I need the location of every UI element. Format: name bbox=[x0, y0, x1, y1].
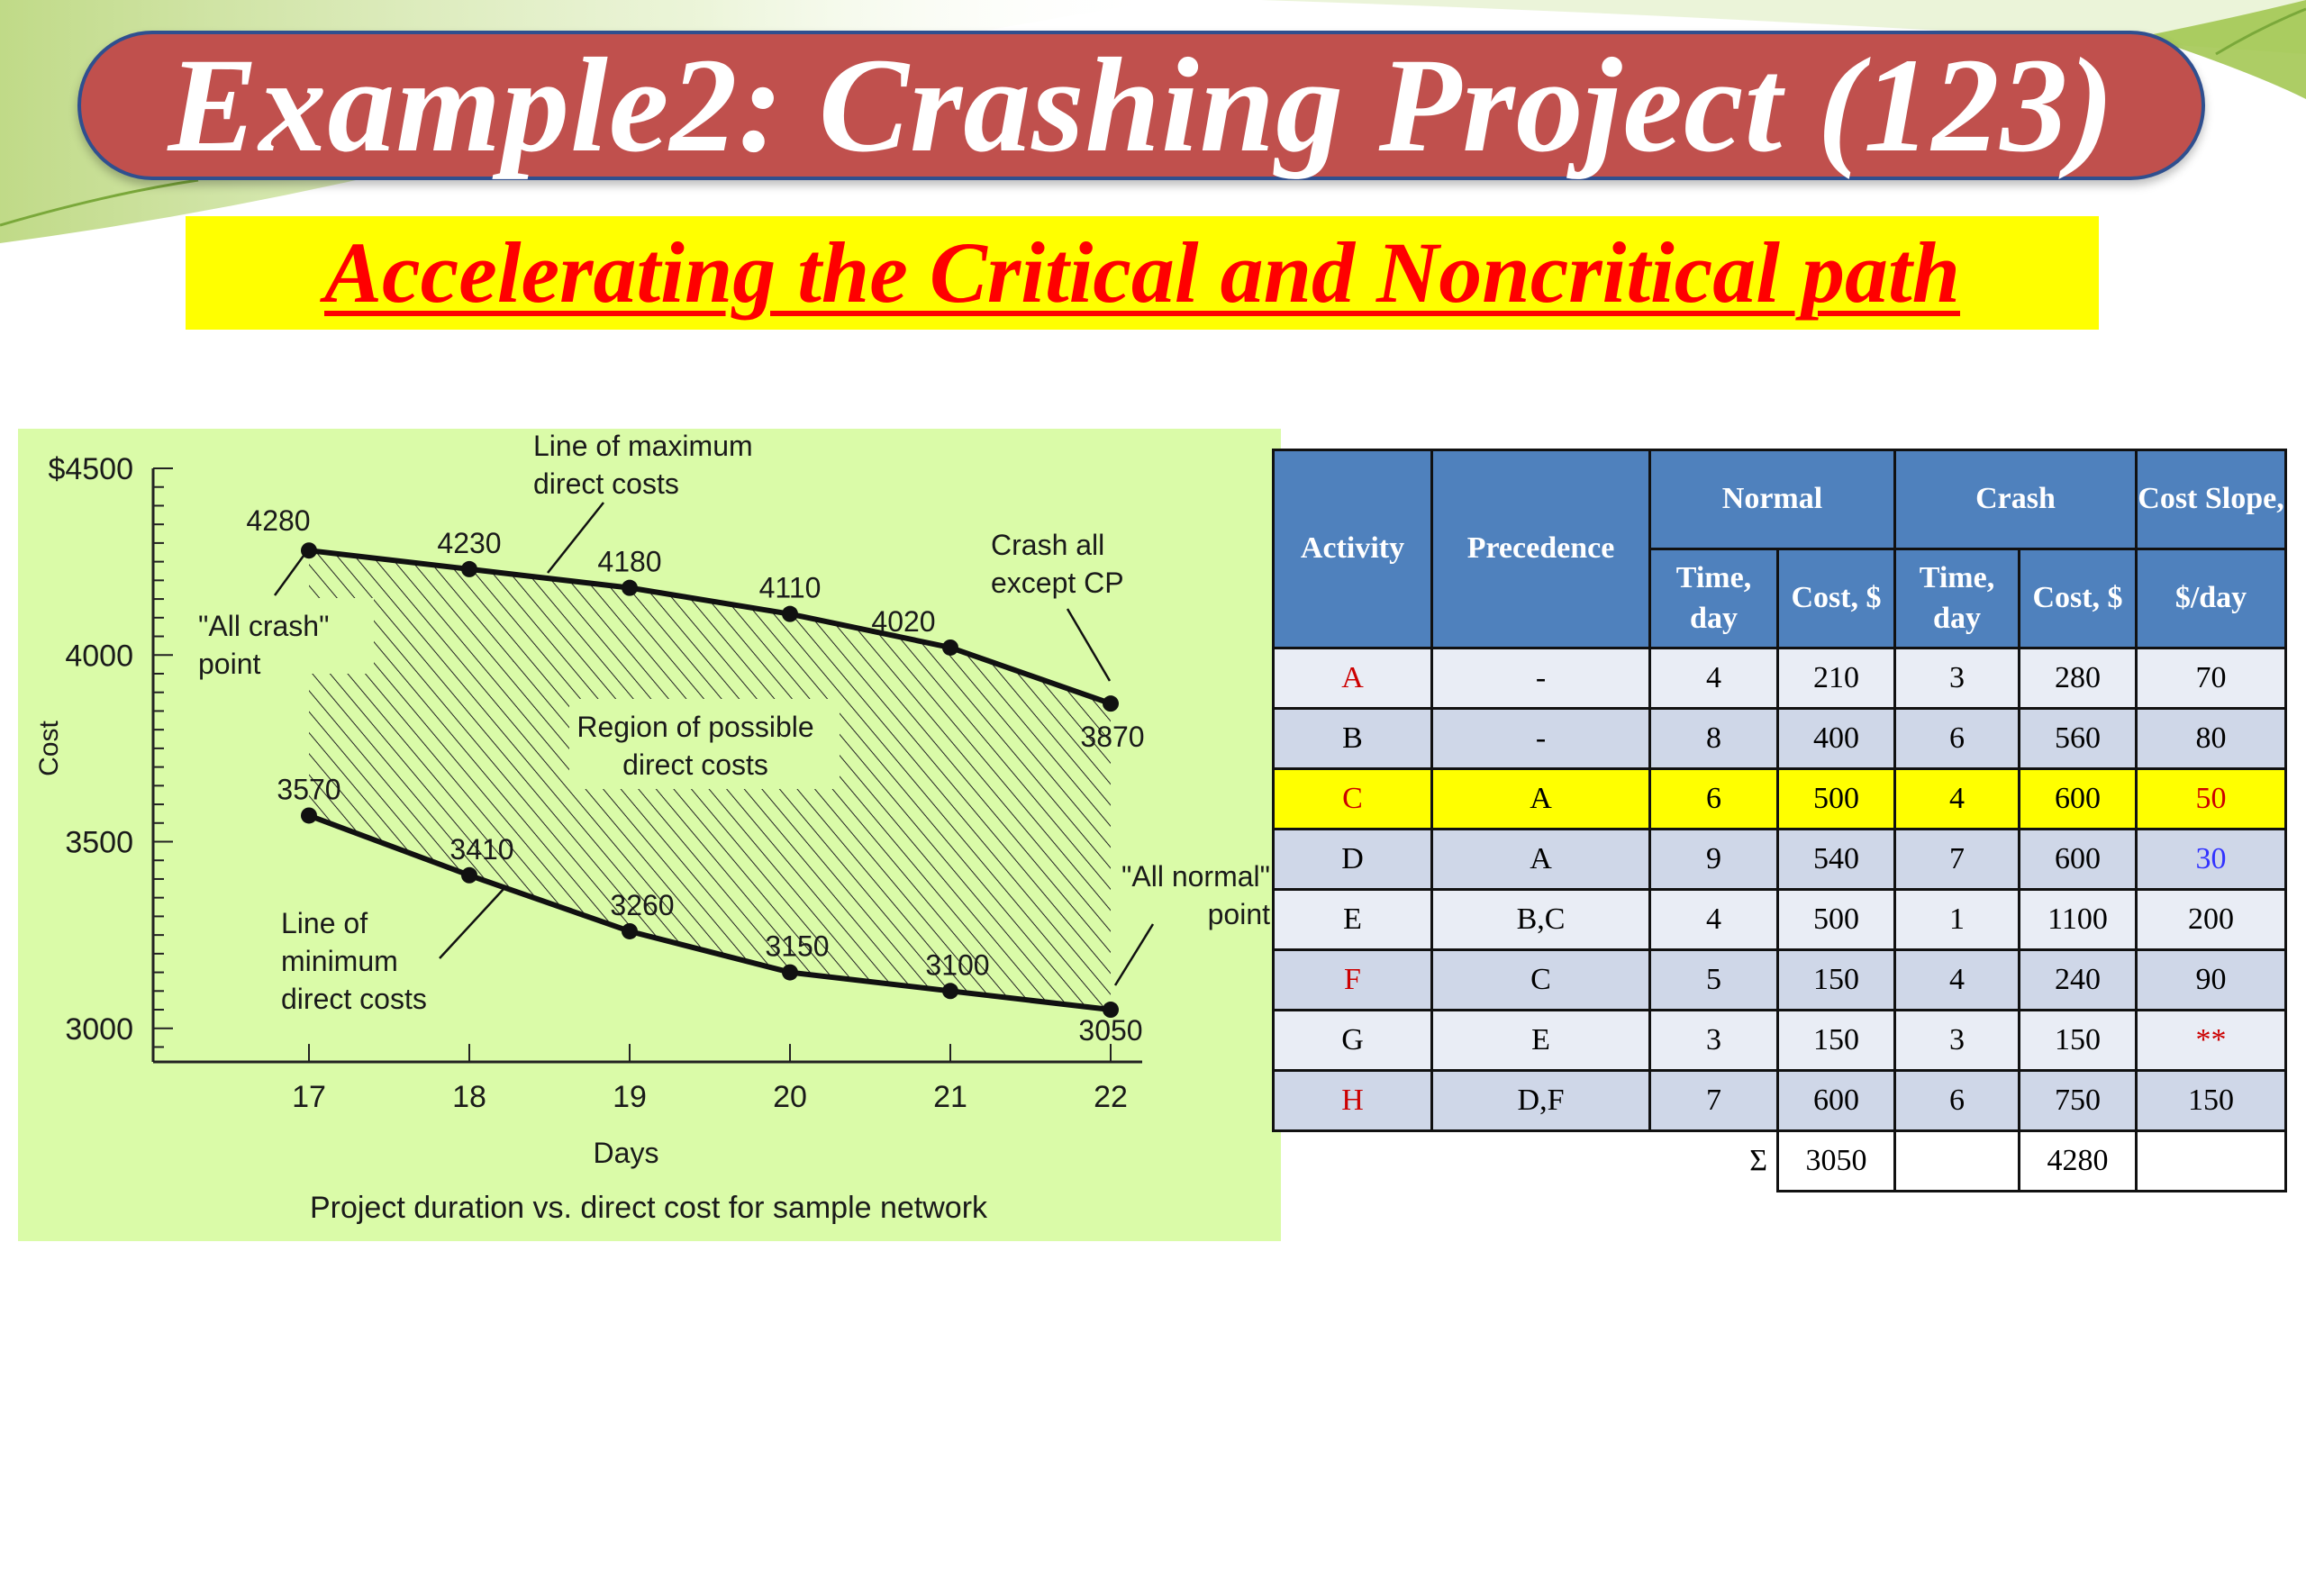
data-label: 4230 bbox=[437, 526, 502, 559]
annotation-all-crash: "All crash" bbox=[198, 610, 330, 642]
cell-normal-time: 8 bbox=[1650, 709, 1778, 769]
cost-duration-chart bbox=[18, 429, 1281, 1241]
cell-crash-time: 3 bbox=[1895, 1011, 2020, 1071]
title-banner bbox=[77, 31, 2205, 180]
annotation-pointer bbox=[1115, 924, 1153, 985]
cell-precedence: B,C bbox=[1432, 890, 1650, 950]
data-label: 4020 bbox=[871, 604, 936, 638]
header-normal: Normal bbox=[1650, 450, 1895, 549]
annotation-region: Region of possible bbox=[576, 711, 814, 743]
cell-crash-cost: 560 bbox=[2020, 709, 2137, 769]
cell-normal-time: 5 bbox=[1650, 950, 1778, 1011]
page-title: Example2: Crashing Project (123) bbox=[168, 31, 2115, 180]
chart-caption: Project duration vs. direct cost for sample network bbox=[309, 1191, 988, 1225]
sum-crash-cost: 4280 bbox=[2020, 1131, 2137, 1192]
x-tick-label: 19 bbox=[613, 1080, 647, 1115]
crashing-activity-table bbox=[1272, 449, 2287, 1192]
data-point bbox=[782, 965, 798, 981]
header-crash-time: Time, day bbox=[1895, 549, 2020, 648]
cell-crash-time: 3 bbox=[1895, 648, 2020, 709]
data-label: 3150 bbox=[765, 929, 830, 963]
data-point bbox=[301, 807, 317, 823]
cell-normal-time: 7 bbox=[1650, 1071, 1778, 1131]
data-label: 4280 bbox=[246, 504, 311, 538]
cell-crash-cost: 600 bbox=[2020, 769, 2137, 830]
cell-cost-slope: 150 bbox=[2137, 1071, 2286, 1131]
header-activity: Activity bbox=[1274, 450, 1432, 648]
x-tick-label: 22 bbox=[1094, 1080, 1128, 1115]
cell-precedence: - bbox=[1432, 648, 1650, 709]
y-tick-label: 3500 bbox=[65, 825, 133, 860]
sum-blank bbox=[1432, 1131, 1650, 1192]
data-point bbox=[782, 606, 798, 622]
y-tick-label: 3000 bbox=[65, 1011, 133, 1047]
y-tick-label: $4500 bbox=[48, 452, 133, 486]
data-label: 4180 bbox=[597, 545, 662, 578]
cell-crash-time: 4 bbox=[1895, 769, 2020, 830]
cell-cost-slope: 200 bbox=[2137, 890, 2286, 950]
cell-crash-cost: 1100 bbox=[2020, 890, 2137, 950]
cell-activity: C bbox=[1274, 769, 1432, 830]
table-row bbox=[1274, 830, 2286, 890]
cell-normal-cost: 500 bbox=[1778, 890, 1895, 950]
cell-activity: D bbox=[1274, 830, 1432, 890]
cell-normal-cost: 150 bbox=[1778, 1011, 1895, 1071]
header-normal-cost: Cost, $ bbox=[1778, 549, 1895, 648]
cell-crash-time: 1 bbox=[1895, 890, 2020, 950]
header-crash: Crash bbox=[1895, 450, 2137, 549]
cell-crash-cost: 150 bbox=[2020, 1011, 2137, 1071]
data-label: 3570 bbox=[277, 773, 341, 806]
header-cost-slope: Cost Slope, bbox=[2137, 450, 2286, 549]
cell-activity: B bbox=[1274, 709, 1432, 769]
x-tick-label: 18 bbox=[452, 1080, 486, 1115]
annotation-crash-all: except CP bbox=[991, 567, 1124, 599]
sum-blank bbox=[1274, 1131, 1432, 1192]
cell-crash-time: 7 bbox=[1895, 830, 2020, 890]
sum-empty bbox=[2137, 1131, 2286, 1192]
cell-crash-cost: 600 bbox=[2020, 830, 2137, 890]
cell-normal-cost: 400 bbox=[1778, 709, 1895, 769]
y-tick-label: 4000 bbox=[65, 639, 133, 674]
annotation-region: direct costs bbox=[622, 748, 768, 781]
annotation-min-line: minimum bbox=[281, 945, 398, 977]
cell-normal-cost: 540 bbox=[1778, 830, 1895, 890]
annotation-min-line: Line of bbox=[281, 907, 368, 939]
cell-precedence: - bbox=[1432, 709, 1650, 769]
cell-activity: H bbox=[1274, 1071, 1432, 1131]
cell-normal-time: 3 bbox=[1650, 1011, 1778, 1071]
table-row bbox=[1274, 1011, 2286, 1071]
cell-normal-time: 6 bbox=[1650, 769, 1778, 830]
cell-crash-time: 6 bbox=[1895, 709, 2020, 769]
cell-cost-slope: 80 bbox=[2137, 709, 2286, 769]
table-row bbox=[1274, 1071, 2286, 1131]
annotation-all-normal: point bbox=[1207, 898, 1270, 930]
data-point bbox=[461, 867, 477, 884]
cell-activity: A bbox=[1274, 648, 1432, 709]
data-point bbox=[1103, 695, 1119, 712]
annotation-all-normal: "All normal" bbox=[1121, 860, 1270, 893]
cell-crash-cost: 750 bbox=[2020, 1071, 2137, 1131]
table-row bbox=[1274, 648, 2286, 709]
header-slope-unit: $/day bbox=[2137, 549, 2286, 648]
cell-activity: G bbox=[1274, 1011, 1432, 1071]
cell-normal-cost: 600 bbox=[1778, 1071, 1895, 1131]
table-sum-row bbox=[1274, 1131, 2286, 1192]
data-point bbox=[622, 923, 638, 939]
annotation-all-crash: point bbox=[198, 648, 261, 680]
cell-precedence: C bbox=[1432, 950, 1650, 1011]
x-tick-label: 20 bbox=[773, 1080, 807, 1115]
cell-crash-time: 6 bbox=[1895, 1071, 2020, 1131]
cell-precedence: A bbox=[1432, 769, 1650, 830]
data-point bbox=[461, 561, 477, 577]
annotation-pointer bbox=[548, 503, 604, 573]
annotation-crash-all: Crash all bbox=[991, 529, 1105, 561]
cell-cost-slope: 90 bbox=[2137, 950, 2286, 1011]
x-tick-label: 21 bbox=[933, 1080, 967, 1115]
header-precedence: Precedence bbox=[1432, 450, 1650, 648]
cell-cost-slope: 30 bbox=[2137, 830, 2286, 890]
annotation-pointer bbox=[1067, 609, 1110, 681]
cell-precedence: A bbox=[1432, 830, 1650, 890]
cell-normal-cost: 500 bbox=[1778, 769, 1895, 830]
cell-normal-cost: 150 bbox=[1778, 950, 1895, 1011]
cell-precedence: D,F bbox=[1432, 1071, 1650, 1131]
cell-normal-cost: 210 bbox=[1778, 648, 1895, 709]
cell-normal-time: 4 bbox=[1650, 890, 1778, 950]
annotation-min-line: direct costs bbox=[281, 983, 427, 1015]
table-row bbox=[1274, 769, 2286, 830]
annotation-max-line: Line of maximum bbox=[533, 430, 753, 462]
cell-cost-slope: ** bbox=[2137, 1011, 2286, 1071]
header-normal-time: Time, day bbox=[1650, 549, 1778, 648]
cell-crash-time: 4 bbox=[1895, 950, 2020, 1011]
x-axis-label: Days bbox=[593, 1137, 659, 1170]
subtitle-highlight-box bbox=[186, 216, 2099, 330]
cell-activity: F bbox=[1274, 950, 1432, 1011]
data-point bbox=[942, 639, 958, 656]
cell-cost-slope: 50 bbox=[2137, 769, 2286, 830]
annotation-pointer bbox=[440, 888, 504, 958]
header-crash-cost: Cost, $ bbox=[2020, 549, 2137, 648]
cell-crash-cost: 280 bbox=[2020, 648, 2137, 709]
data-label: 3870 bbox=[1080, 721, 1145, 754]
cell-normal-time: 4 bbox=[1650, 648, 1778, 709]
data-label: 3100 bbox=[925, 948, 990, 982]
sum-symbol: Σ bbox=[1650, 1131, 1778, 1192]
cost-duration-chart-panel bbox=[18, 429, 1281, 1241]
data-label: 4110 bbox=[758, 571, 822, 604]
y-axis-label: Cost bbox=[34, 721, 64, 776]
data-label: 3050 bbox=[1078, 1014, 1143, 1047]
cell-crash-cost: 240 bbox=[2020, 950, 2137, 1011]
data-point bbox=[942, 983, 958, 999]
sum-empty bbox=[1895, 1131, 2020, 1192]
page-subtitle: Accelerating the Critical and Noncritical path bbox=[323, 224, 1961, 321]
table-row bbox=[1274, 709, 2286, 769]
cell-cost-slope: 70 bbox=[2137, 648, 2286, 709]
data-label: 3410 bbox=[449, 832, 514, 866]
cell-normal-time: 9 bbox=[1650, 830, 1778, 890]
table-row bbox=[1274, 890, 2286, 950]
annotation-max-line: direct costs bbox=[533, 467, 679, 500]
cell-precedence: E bbox=[1432, 1011, 1650, 1071]
data-point bbox=[622, 580, 638, 596]
x-tick-label: 17 bbox=[292, 1080, 326, 1115]
annotation-pointer bbox=[275, 546, 311, 595]
cell-activity: E bbox=[1274, 890, 1432, 950]
data-label: 3260 bbox=[610, 888, 675, 921]
table-row bbox=[1274, 950, 2286, 1011]
sum-normal-cost: 3050 bbox=[1778, 1131, 1895, 1192]
